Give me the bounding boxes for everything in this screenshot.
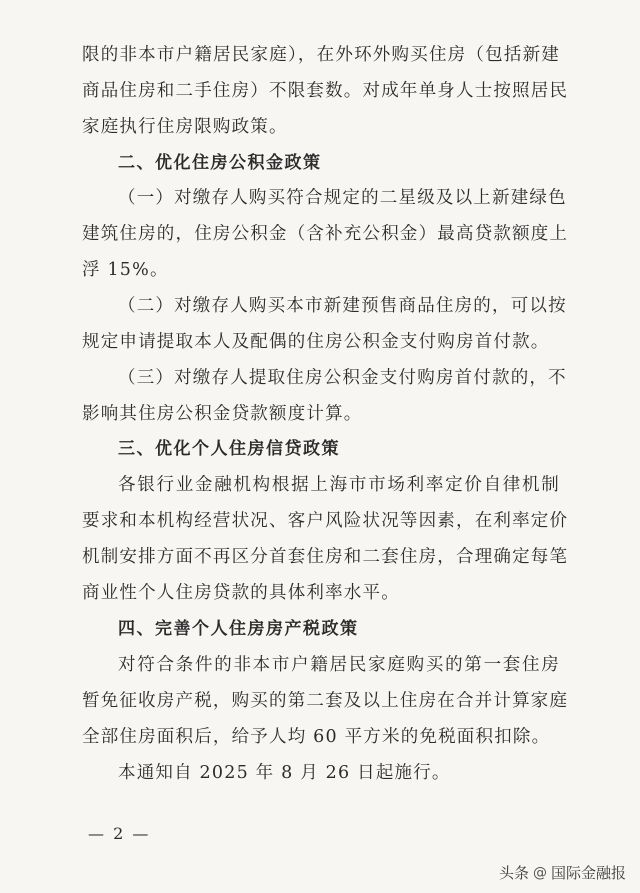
section-heading-3: 三、优化个人住房信贷政策 bbox=[118, 439, 340, 459]
paragraph-line: 影响其住房公积金贷款额度计算。 bbox=[82, 404, 363, 424]
watermark-source: 国际金融报 bbox=[550, 864, 626, 882]
paragraph-line: 要求和本机构经营状况、客户风险状况等因素，在利率定价 bbox=[82, 511, 569, 531]
section-heading-2: 二、优化住房公积金政策 bbox=[118, 153, 322, 173]
paragraph-line: 商业性个人住房贷款的具体利率水平。 bbox=[82, 583, 400, 603]
paragraph-line: 机制安排方面不再区分首套住房和二套住房，合理确定每笔 bbox=[82, 547, 569, 567]
paragraph-line: 对符合条件的非本市户籍居民家庭购买的第一套住房 bbox=[118, 655, 560, 675]
paragraph-line: 家庭执行住房限购政策。 bbox=[82, 117, 288, 137]
paragraph-line: 限的非本市户籍居民家庭），在外环外购买住房（包括新建 bbox=[82, 45, 560, 65]
paragraph-line: 全部住房面积后，给予人均 60 平方米的免税面积扣除。 bbox=[82, 727, 551, 747]
paragraph-line: 浮 15%。 bbox=[82, 260, 169, 280]
source-watermark bbox=[499, 862, 626, 883]
watermark-at: @ bbox=[532, 864, 547, 881]
effective-date-line: 本通知自 2025 年 8 月 26 日起施行。 bbox=[118, 763, 451, 783]
paragraph-line: 商品住房和二手住房）不限套数。对成年单身人士按照居民 bbox=[82, 81, 569, 101]
paragraph-line: 各银行业金融机构根据上海市市场利率定价自律机制 bbox=[118, 475, 560, 495]
paragraph-line: （二）对缴存人购买本市新建预售商品住房的，可以按 bbox=[118, 296, 567, 316]
paragraph-line: 建筑住房的，住房公积金（含补充公积金）最高贷款额度上 bbox=[82, 224, 569, 244]
section-heading-4: 四、完善个人住房房产税政策 bbox=[118, 619, 359, 639]
paragraph-line: （三）对缴存人提取住房公积金支付购房首付款的，不 bbox=[118, 368, 567, 388]
watermark-brand: 头条 bbox=[498, 864, 529, 882]
page-number: — 2 — bbox=[88, 824, 151, 843]
paragraph-line: 暂免征收房产税，购买的第二套及以上住房在合并计算家庭 bbox=[82, 691, 569, 711]
paragraph-line: 规定申请提取本人及配偶的住房公积金支付购房首付款。 bbox=[82, 332, 550, 352]
paragraph-line: （一）对缴存人购买符合规定的二星级及以上新建绿色 bbox=[118, 188, 567, 208]
